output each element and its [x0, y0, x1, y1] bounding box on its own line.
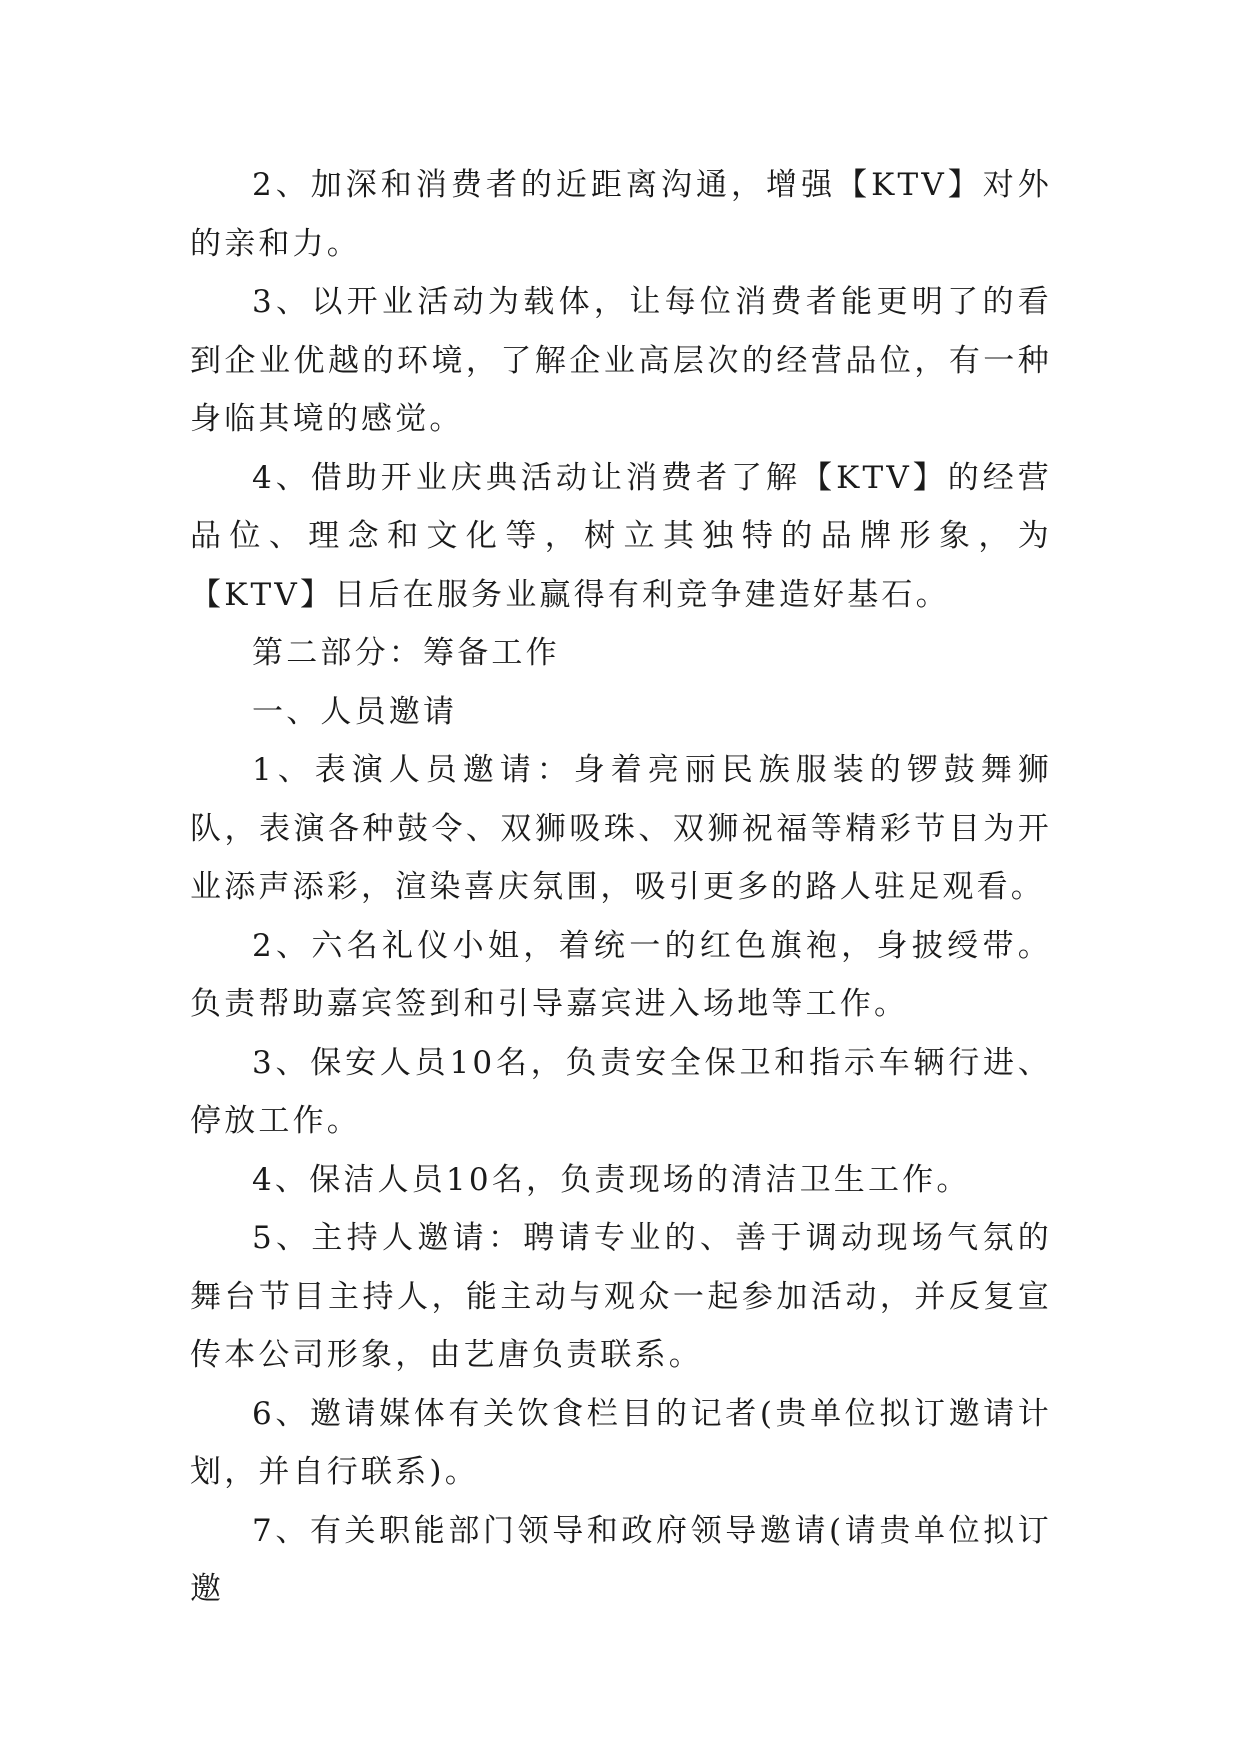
- paragraph-item-4: 4、保洁人员10名，负责现场的清洁卫生工作。: [252, 1161, 971, 1198]
- document-body: [190, 156, 1052, 1619]
- paragraph-item-5: 5、主持人邀请：聘请专业的、善于调动现场气氛的舞台节目主持人，能主动与观众一起参加活动，并反复宣传本公司形象，由艺唐负责联系。: [190, 1220, 1052, 1373]
- paragraph-item-6: 6、邀请媒体有关饮食栏目的记者(贵单位拟订邀请计划，并自行联系)。: [190, 1395, 1052, 1490]
- paragraph-goal-2: 2、加深和消费者的近距离沟通，增强【KTV】对外的亲和力。: [190, 167, 1052, 262]
- paragraph-item-1: 1、表演人员邀请：身着亮丽民族服装的锣鼓舞狮队，表演各种鼓令、双狮吸珠、双狮祝福等精彩节目为开业添声添彩，渲染喜庆氛围，吸引更多的路人驻足观看。: [190, 752, 1052, 905]
- paragraph-goal-4: 4、借助开业庆典活动让消费者了解【KTV】的经营品位、理念和文化等，树立其独特的品牌形象，为【KTV】日后在服务业赢得有利竞争建造好基石。: [190, 459, 1052, 613]
- paragraph-item-7: 7、有关职能部门领导和政府领导邀请(请贵单位拟订邀: [190, 1512, 1052, 1607]
- section-heading-part-two: 第二部分：筹备工作: [252, 635, 560, 671]
- paragraph-item-3: 3、保安人员10名，负责安全保卫和指示车辆行进、停放工作。: [190, 1044, 1052, 1139]
- paragraph-goal-3: 3、以开业活动为载体，让每位消费者能更明了的看到企业优越的环境，了解企业高层次的经营品位，有一种身临其境的感觉。: [190, 284, 1052, 437]
- paragraph-item-2: 2、六名礼仪小姐，着统一的红色旗袍，身披绶带。负责帮助嘉宾签到和引导嘉宾进入场地等工作。: [190, 927, 1052, 1022]
- subsection-heading-staff-invitation: 一、人员邀请: [252, 693, 458, 730]
